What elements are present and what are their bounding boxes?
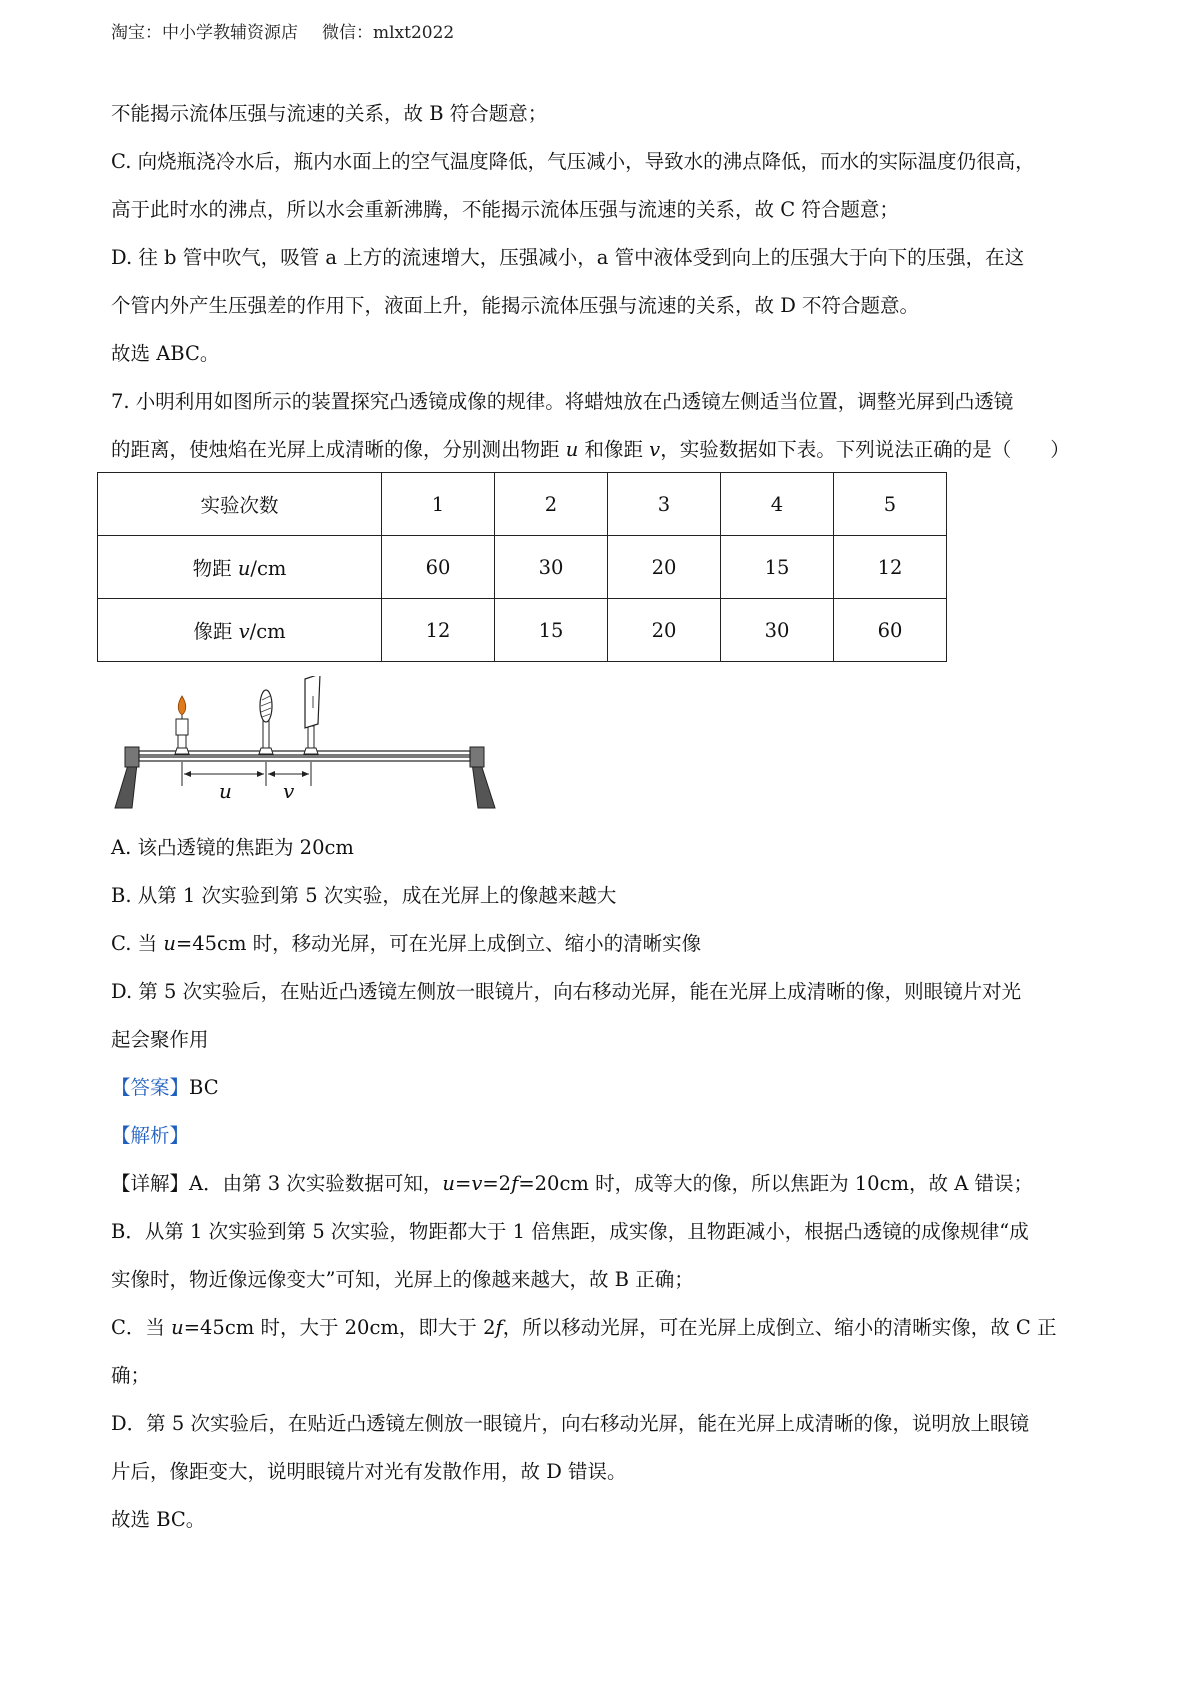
answer-line [111, 1076, 1101, 1100]
optical-bench-figure [105, 676, 505, 816]
table-cell: 20 [608, 599, 721, 662]
figure-u-label: u [219, 779, 232, 803]
prev-option-d-line-2: 个管内外产生压强差的作用下，液面上升，能揭示流体压强与流速的关系，故 D 不符合题意。 [111, 294, 920, 317]
table-row-object-distance [98, 536, 947, 599]
figure-v-label: v [283, 779, 295, 803]
experiment-data-table [97, 472, 947, 662]
analysis-tag: 【解析】 [111, 1124, 190, 1147]
option-a: A. 该凸透镜的焦距为 20cm [111, 836, 354, 859]
candle [175, 696, 189, 754]
table-cell: 3 [608, 473, 721, 536]
bench-rail-bottom [139, 757, 470, 761]
table-header-object-distance: 物距 u/cm [98, 536, 382, 599]
q7-v-symbol: v [649, 438, 661, 461]
table-cell: 1 [382, 473, 495, 536]
detail-c-line-2: 确； [111, 1364, 151, 1387]
prev-line-1: 不能揭示流体压强与流速的关系，故 B 符合题意； [111, 102, 548, 125]
q7-u-symbol: u [565, 438, 579, 461]
table-cell: 5 [834, 473, 947, 536]
question-7-line-1: 7. 小明利用如图所示的装置探究凸透镜成像的规律。将蜡烛放在凸透镜左侧适当位置，调整光屏到凸透镜 [111, 390, 1014, 413]
table-cell: 20 [608, 536, 721, 599]
table-cell: 60 [382, 536, 495, 599]
answer-tag: 【答案】 [111, 1076, 190, 1099]
table-cell: 12 [834, 536, 947, 599]
detail-c-line-1: C．当 u=45cm 时，大于 20cm，即大于 2f，所以移动光屏，可在光屏上成倒立、缩小的清晰实像，故 C 正 [111, 1316, 1057, 1339]
table-header-image-distance: 像距 v/cm [98, 599, 382, 662]
prev-option-c-line-2: 高于此时水的沸点，所以水会重新沸腾，不能揭示流体压强与流速的关系，故 C 符合题意； [111, 198, 899, 221]
convex-lens [259, 690, 273, 754]
table-cell: 15 [721, 536, 834, 599]
table-cell: 15 [495, 599, 608, 662]
detail-d-line-2: 片后，像距变大，说明眼镜片对光有发散作用，故 D 错误。 [111, 1460, 627, 1483]
table-cell: 2 [495, 473, 608, 536]
option-d-line-1: D. 第 5 次实验后，在贴近凸透镜左侧放一眼镜片，向右移动光屏，能在光屏上成清晰的像，则眼镜片对光 [111, 980, 1022, 1003]
table-row-trial [98, 473, 947, 536]
q7-text-c: ，实验数据如下表。下列说法正确的是（ ） [660, 438, 1070, 461]
prev-option-d-line-1: D. 往 b 管中吹气，吸管 a 上方的流速增大，压强减小，a 管中液体受到向上的压强大于向下的压强，在这 [111, 246, 1025, 269]
q7-text-a: 的距离，使烛焰在光屏上成清晰的像，分别测出物距 [111, 438, 566, 461]
detail-a: 【详解】A．由第 3 次实验数据可知，u=v=2f=20cm 时，成等大的像，所以焦距为 10cm，故 A 错误； [111, 1172, 1033, 1195]
option-d-line-2: 起会聚作用 [111, 1028, 209, 1051]
table-cell: 12 [382, 599, 495, 662]
detail-answer: 故选 BC。 [111, 1508, 206, 1531]
table-cell: 30 [495, 536, 608, 599]
candle-flame [178, 696, 186, 715]
option-c: C. 当 u=45cm 时，移动光屏，可在光屏上成倒立、缩小的清晰实像 [111, 932, 702, 955]
table-cell: 60 [834, 599, 947, 662]
answer-value: BC [189, 1076, 219, 1099]
prev-answer: 故选 ABC。 [111, 342, 220, 365]
table-cell: 4 [721, 473, 834, 536]
q7-text-b: 和像距 [578, 438, 650, 461]
header-shop: 淘宝：中小学教辅资源店 [111, 23, 298, 43]
bench-right-end [470, 747, 484, 767]
light-screen [304, 676, 320, 754]
option-b: B. 从第 1 次实验到第 5 次实验，成在光屏上的像越来越大 [111, 884, 617, 907]
detail-b-line-2: 实像时，物近像远像变大”可知，光屏上的像越来越大，故 B 正确； [111, 1268, 694, 1291]
table-header-trial: 实验次数 [98, 473, 382, 536]
question-7-line-2 [111, 438, 1101, 462]
page-header [111, 18, 454, 43]
detail-b-line-1: B．从第 1 次实验到第 5 次实验，物距都大于 1 倍焦距，成实像，且物距减小，根据凸透镜的成像规律“成 [111, 1220, 1029, 1243]
table-cell: 30 [721, 599, 834, 662]
prev-option-c-line-1: C. 向烧瓶浇冷水后，瓶内水面上的空气温度降低，气压减小，导致水的沸点降低，而水的实际温度仍很高， [111, 150, 1035, 173]
bench-left-end [125, 747, 139, 767]
table-row-image-distance [98, 599, 947, 662]
header-wechat: 微信：mlxt2022 [322, 23, 455, 43]
detail-d-line-1: D．第 5 次实验后，在贴近凸透镜左侧放一眼镜片，向右移动光屏，能在光屏上成清晰的像，说明放上眼镜 [111, 1412, 1029, 1435]
